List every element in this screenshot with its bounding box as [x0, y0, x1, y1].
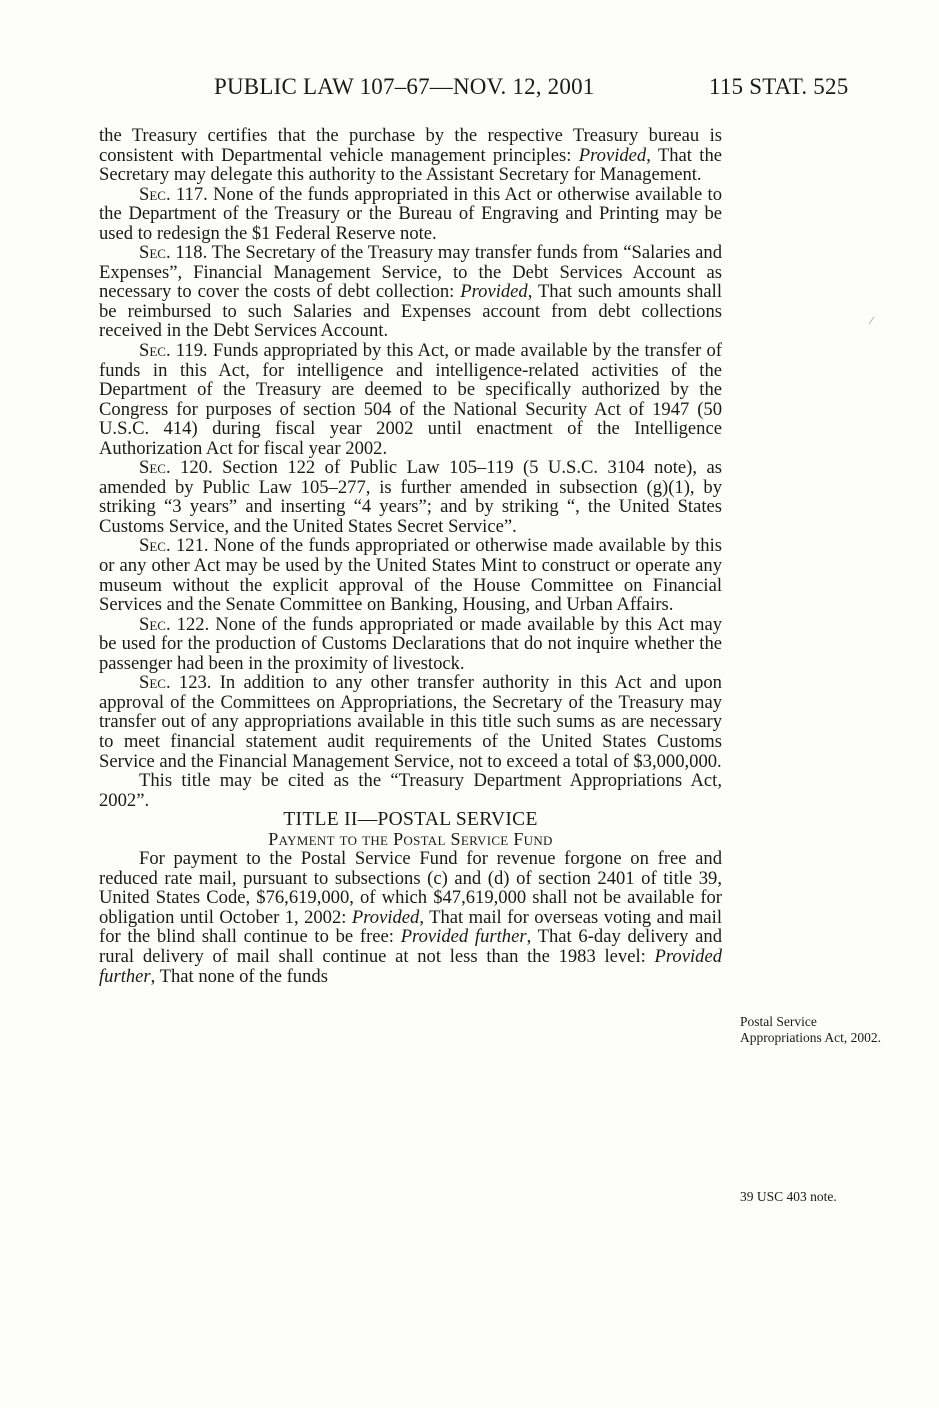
section-120: Sec. 120. Section 122 of Public Law 105–119 (5 U.S.C. 3104 note), as amended by Public Law 105–277, is further amended in subsection (g)(1), by striking “3 years” and inserting “4 years”; and by striking “, the United States Customs Service, and the United States Secret Service”. [99, 457, 722, 537]
subheading: Payment to the Postal Service Fund [268, 828, 553, 849]
section-number: Sec. 120. [139, 457, 213, 479]
header-title: PUBLIC LAW 107–67—NOV. 12, 2001 [214, 74, 595, 99]
section-119: Sec. 119. Funds appropriated by this Act, or made available by the transfer of funds in this Act, for intelligence and intelligence-related activities of the Department of the Treasury are deemed to be specifically authorized by the Congress for purposes of section 504 of the National Security Act of 1947 (50 U.S.C. 414) during fiscal year 2002 until enactment of the Intelligence Authorization Act for fiscal year 2002. [99, 340, 722, 459]
scan-speck [869, 317, 875, 325]
running-header [0, 74, 939, 104]
section-117: Sec. 117. None of the funds appropriated in this Act or otherwise available to the Department of the Treasury or the Bureau of Engraving and Printing may be used to redesign the $1 Federal Reserve note. [99, 183, 722, 244]
section-number: Sec. 117. [139, 183, 208, 205]
margin-note-postal-act: Postal Service Appropriations Act, 2002. [740, 1014, 881, 1045]
header-stat-page: 115 STAT. 525 [709, 74, 849, 99]
section-number: Sec. 119. [139, 340, 208, 362]
page-body [99, 126, 722, 986]
section-118: Sec. 118. The Secretary of the Treasury may transfer funds from “Salaries and Expenses”, Financial Management Service, to the Debt Services Account as necessary to cover the costs of debt collection: Provided, That such amounts shall be reimbursed to such Salaries and Expenses account from debt collections received in the Debt Services Account. [99, 242, 722, 342]
section-number: Sec. 118. [139, 242, 208, 264]
section-121: Sec. 121. None of the funds appropriated or otherwise made available by this or any other Act may be used by the United States Mint to construct or operate any museum without the explicit approval of the House Committee on Financial Services and the Senate Committee on Banking, Housing, and Urban Affairs. [99, 535, 722, 616]
postal-paragraph: For payment to the Postal Service Fund for revenue forgone on free and reduced rate mail, pursuant to subsections (c) and (d) of section 2401 of title 39, United States Code, $76,619,000, of which $47,619,000 shall not be available for obligation until October 1, 2002: Provided, That mail for overseas voting and mail for the blind shall continue to be free: Provided further, That 6-day delivery and rural delivery of mail shall continue at not less than the 1983 level: Provided further, That none of the funds [99, 848, 722, 987]
title-heading: TITLE II—POSTAL SERVICE [283, 809, 538, 831]
section-123: Sec. 123. In addition to any other transfer authority in this Act and upon approval of the Committees on Appropriations, the Secretary of the Treasury may transfer out of any appropriations available in this title such sums as are necessary to meet financial statement audit requirements of the United States Customs Service and the Financial Management Service, not to exceed a total of $3,000,000. [99, 672, 722, 772]
section-number: Sec. 121. [139, 535, 209, 557]
paragraph-continuation: the Treasury certifies that the purchase by the respective Treasury bureau is consistent with Departmental vehicle management principles: Provided, That the Secretary may delegate this authority to the Assistant Secretary for Management. [99, 125, 722, 186]
margin-note-usc: 39 USC 403 note. [740, 1189, 837, 1204]
section-number: Sec. 123. [139, 672, 212, 694]
section-number: Sec. 122. [139, 613, 210, 635]
section-122: Sec. 122. None of the funds appropriated or made available by this Act may be used for the production of Customs Declarations that do not inquire whether the passenger had been in the proximity of livestock. [99, 613, 722, 674]
short-title-paragraph: This title may be cited as the “Treasury Department Appropriations Act, 2002”. [99, 770, 722, 811]
